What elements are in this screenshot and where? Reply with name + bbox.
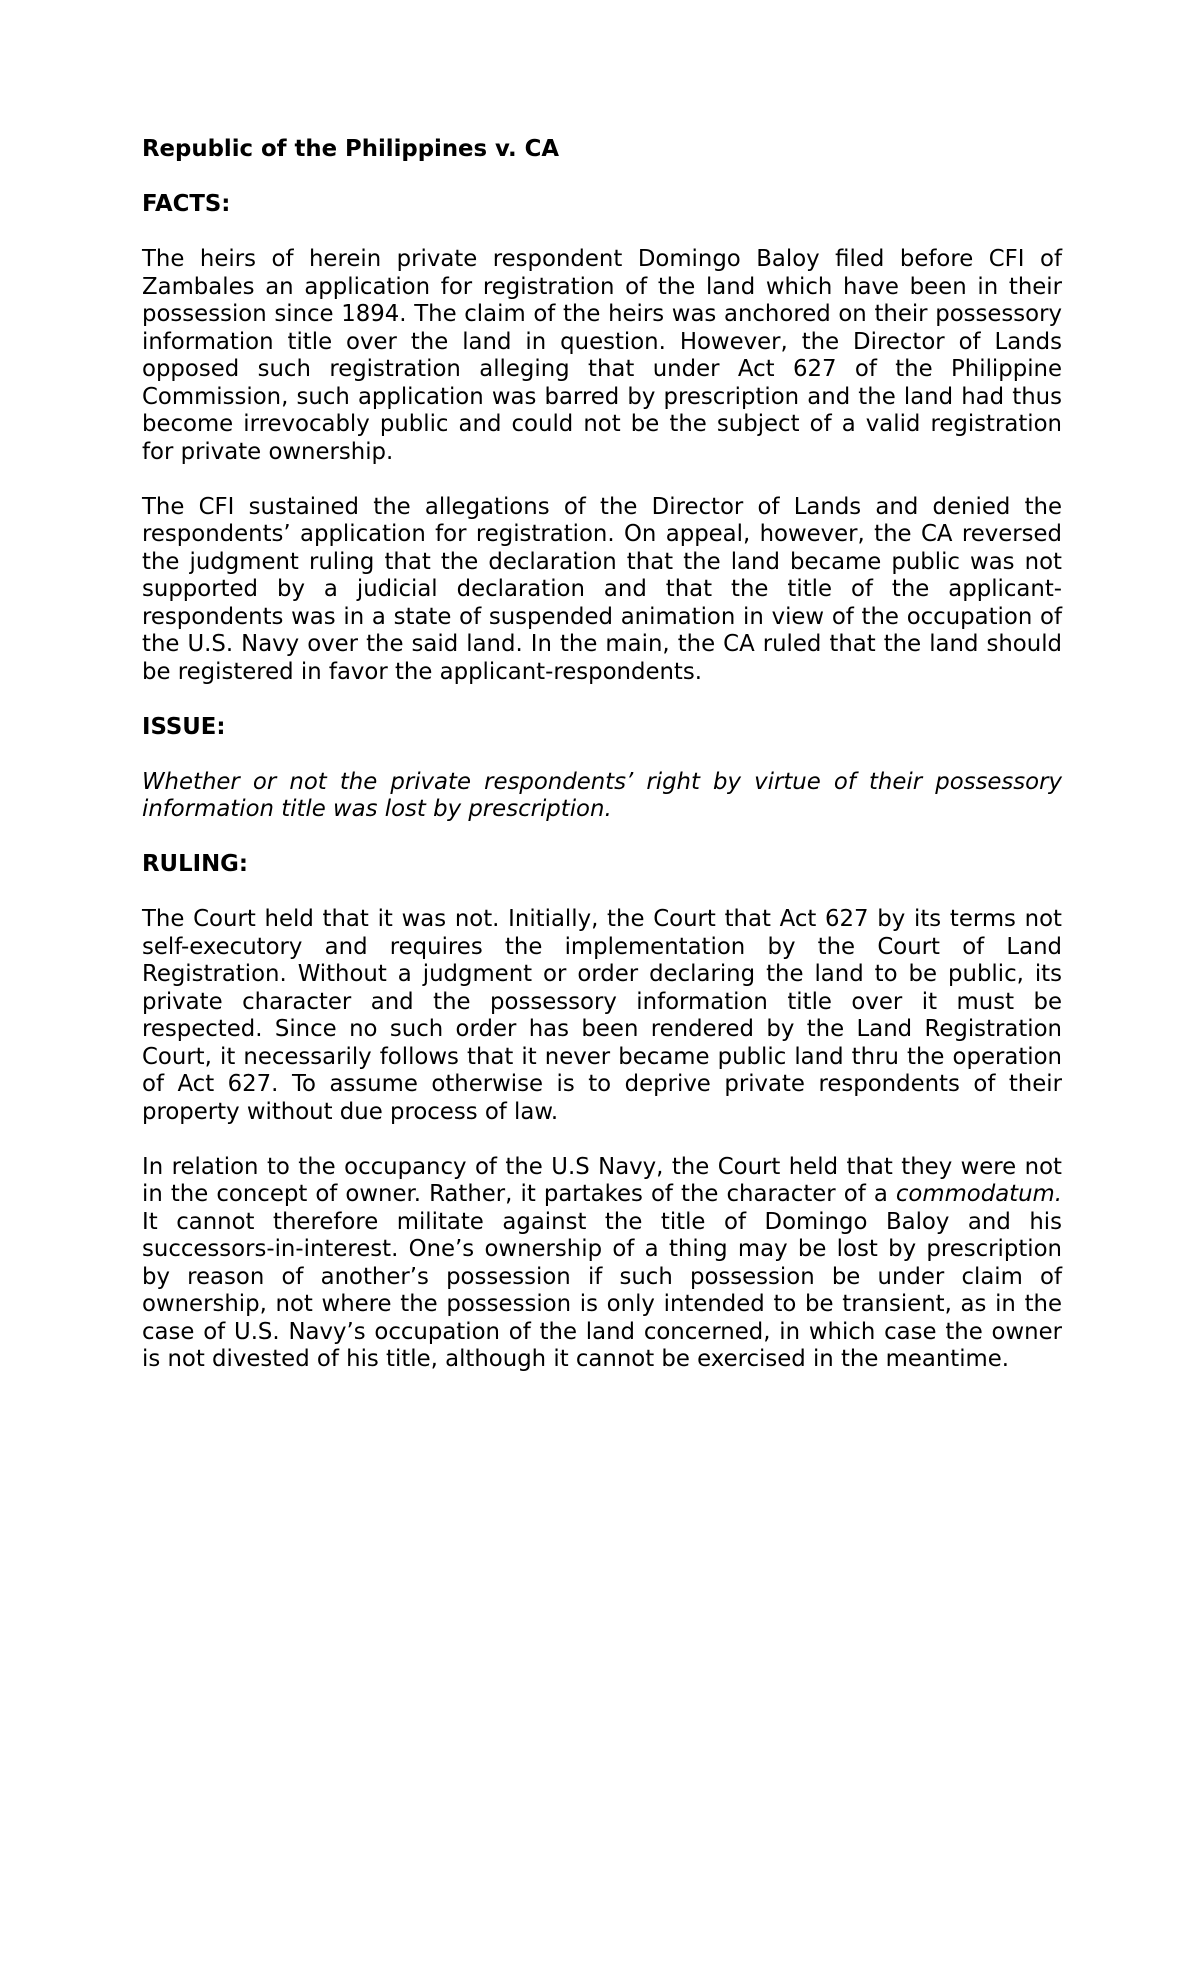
document-title: Republic of the Philippines v. CA — [142, 136, 560, 162]
facts-heading: FACTS: — [142, 191, 231, 217]
commodatum-term: commodatum. — [895, 1181, 1063, 1207]
ruling-paragraph-2-part-1: In relation to the occupancy of the U.S Navy, the Court held that they were not in the concept of owner. Rather, it partakes of the character of a — [142, 1153, 1062, 1207]
ruling-heading: RULING: — [142, 851, 248, 877]
ruling-paragraph-2-part-2: It cannot therefore militate against the title of Domingo Baloy and his successors-in-interest. One’s ownership of a thing may be lost by prescription by reason of another’s possession if such possession be under claim of ownership, not where the possession is only intended to be transient, as in the case of U.S. Navy’s occupation of the land concerned, in which case the owner is not divested of his title, although it cannot be exercised in the meantime. — [142, 1208, 1062, 1372]
ruling-paragraph-1: The Court held that it was not. Initially, the Court that Act 627 by its terms not self-executory and requires the implementation by the Court of Land Registration. Without a judgment or order declaring the land to be public, its private character and the possessory information title over it must be respected. Since no such order has been rendered by the Land Registration Court, it necessarily follows that it never became public land thru the operation of Act 627. To assume otherwise is to deprive private respondents of their property without due process of law. — [142, 906, 1062, 1125]
facts-paragraph-2: The CFI sustained the allegations of the Director of Lands and denied the respondents’ application for registration. On appeal, however, the CA reversed the judgment ruling that the declaration that the land became public was not supported by a judicial declaration and that the title of the applicant-respondents was in a state of suspended animation in view of the occupation of the U.S. Navy over the said land. In the main, the CA ruled that the land should be registered in favor the applicant-respondents. — [142, 493, 1062, 685]
document-body — [142, 136, 1062, 1374]
ruling-paragraph-2 — [142, 1154, 1062, 1374]
facts-paragraph-1: The heirs of herein private respondent Domingo Baloy filed before CFI of Zambales an application for registration of the land which have been in their possession since 1894. The claim of the heirs was anchored on their possessory information title over the land in question. However, the Director of Lands opposed such registration alleging that under Act 627 of the Philippine Commission, such application was barred by prescription and the land had thus become irrevocably public and could not be the subject of a valid registration for private ownership. — [142, 246, 1062, 465]
issue-text: Whether or not the private respondents’ right by virtue of their possessory information title was lost by prescription. — [142, 768, 1062, 822]
issue-heading: ISSUE: — [142, 713, 226, 740]
